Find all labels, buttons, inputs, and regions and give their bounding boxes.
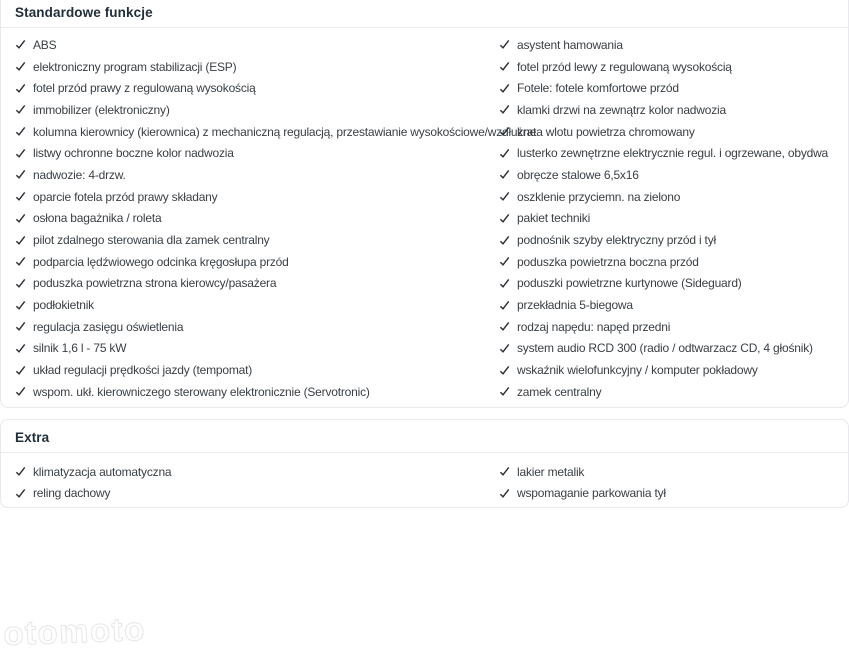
check-icon — [499, 235, 510, 246]
feature-item — [15, 338, 499, 360]
check-icon — [499, 213, 510, 224]
check-icon — [15, 148, 26, 159]
feature-label: klamki drzwi na zewnątrz kolor nadwozia — [517, 102, 726, 117]
feature-item — [499, 56, 848, 78]
feature-label: krata wlotu powietrza chromowany — [517, 124, 695, 139]
feature-label: układ regulacji prędkości jazdy (tempomat) — [33, 363, 253, 378]
check-icon — [15, 169, 26, 180]
check-icon — [499, 488, 510, 499]
feature-item — [15, 461, 499, 483]
feature-label: Fotele: fotele komfortowe przód — [517, 81, 679, 96]
check-icon — [499, 343, 510, 354]
feature-item — [15, 251, 499, 273]
feature-item — [499, 482, 848, 504]
feature-item — [499, 142, 848, 164]
feature-item — [499, 338, 848, 360]
feature-label: nadwozie: 4-drzw. — [33, 167, 126, 182]
feature-label: ABS — [33, 37, 57, 52]
feature-item — [15, 121, 537, 143]
feature-list-left — [15, 461, 499, 504]
check-icon — [15, 61, 26, 72]
check-icon — [499, 321, 510, 332]
feature-label: fotel przód prawy z regulowaną wysokością — [33, 81, 256, 96]
feature-label: listwy ochronne boczne kolor nadwozia — [33, 146, 234, 161]
feature-item — [15, 229, 499, 251]
feature-label: lakier metalik — [517, 464, 585, 479]
feature-item — [499, 461, 848, 483]
check-icon — [499, 300, 510, 311]
feature-label: zamek centralny — [517, 384, 602, 399]
check-icon — [15, 386, 26, 397]
section-title: Standardowe funkcje — [15, 5, 153, 20]
feature-label: osłona bagażnika / roleta — [33, 211, 162, 226]
feature-label: oszklenie przyciemn. na zielono — [517, 189, 681, 204]
feature-label: regulacja zasięgu oświetlenia — [33, 319, 184, 334]
feature-item — [499, 99, 848, 121]
feature-item — [15, 316, 499, 338]
feature-label: rodzaj napędu: napęd przedni — [517, 319, 671, 334]
check-icon — [499, 39, 510, 50]
feature-label: reling dachowy — [33, 486, 111, 501]
feature-item — [15, 208, 499, 230]
feature-label: obręcze stalowe 6,5x16 — [517, 167, 639, 182]
feature-item — [499, 186, 848, 208]
watermark: otomoto — [2, 610, 147, 653]
check-icon — [15, 488, 26, 499]
feature-item — [499, 164, 848, 186]
check-icon — [15, 466, 26, 477]
feature-item — [499, 316, 848, 338]
feature-item — [15, 34, 499, 56]
feature-item — [15, 482, 499, 504]
check-icon — [15, 83, 26, 94]
check-icon — [15, 256, 26, 267]
check-icon — [499, 61, 510, 72]
feature-label: fotel przód lewy z regulowaną wysokością — [517, 59, 732, 74]
feature-label: podnośnik szyby elektryczny przód i tył — [517, 233, 716, 248]
feature-label: wskaźnik wielofunkcyjny / komputer pokładowy — [517, 363, 758, 378]
check-icon — [15, 126, 26, 137]
feature-label: pilot zdalnego sterowania dla zamek centralny — [33, 233, 270, 248]
check-icon — [15, 191, 26, 202]
feature-item — [499, 208, 848, 230]
check-icon — [15, 39, 26, 50]
feature-label: podłokietnik — [33, 298, 94, 313]
check-icon — [15, 235, 26, 246]
check-icon — [499, 256, 510, 267]
check-icon — [15, 365, 26, 376]
feature-item — [499, 251, 848, 273]
feature-label: oparcie fotela przód prawy składany — [33, 189, 218, 204]
check-icon — [499, 191, 510, 202]
check-icon — [499, 278, 510, 289]
feature-item — [15, 186, 499, 208]
check-icon — [499, 466, 510, 477]
feature-columns — [1, 453, 848, 507]
feature-item — [15, 99, 499, 121]
section-title: Extra — [15, 429, 50, 445]
feature-item — [15, 294, 499, 316]
feature-label: przekładnia 5-biegowa — [517, 298, 633, 313]
feature-item — [15, 142, 499, 164]
feature-label: kolumna kierownicy (kierownica) z mechaniczną regulacją, przestawianie wysokościowe/wzdłużne — [33, 124, 537, 139]
check-icon — [499, 365, 510, 376]
feature-label: lusterko zewnętrzne elektrycznie regul. i ogrzewane, obydwa — [517, 146, 829, 161]
check-icon — [15, 278, 26, 289]
feature-item — [499, 34, 848, 56]
check-icon — [499, 83, 510, 94]
feature-item — [499, 229, 848, 251]
feature-item — [15, 77, 499, 99]
feature-item — [499, 359, 848, 381]
section-extra — [0, 419, 849, 508]
feature-list-right — [499, 461, 848, 504]
feature-item — [15, 164, 499, 186]
check-icon — [499, 104, 510, 115]
feature-label: elektroniczny program stabilizacji (ESP) — [33, 59, 237, 74]
check-icon — [15, 300, 26, 311]
feature-item — [15, 381, 499, 403]
check-icon — [499, 386, 510, 397]
feature-list-right — [499, 34, 848, 403]
feature-label: pakiet techniki — [517, 211, 591, 226]
feature-item — [15, 56, 499, 78]
feature-label: immobilizer (elektroniczny) — [33, 102, 170, 117]
feature-label: wspomaganie parkowania tył — [517, 486, 666, 501]
feature-label: poduszka powietrzna boczna przód — [517, 254, 699, 269]
feature-label: poduszki powietrzne kurtynowe (Sideguard) — [517, 276, 742, 291]
feature-label: wspom. ukł. kierowniczego sterowany elektronicznie (Servotronic) — [33, 384, 370, 399]
feature-label: podparcia lędźwiowego odcinka kręgosłupa przód — [33, 254, 289, 269]
check-icon — [15, 213, 26, 224]
check-icon — [499, 148, 510, 159]
feature-label: poduszka powietrzna strona kierowcy/pasażera — [33, 276, 277, 291]
check-icon — [15, 104, 26, 115]
check-icon — [15, 321, 26, 332]
check-icon — [499, 126, 510, 137]
feature-item — [499, 294, 848, 316]
feature-item — [15, 273, 499, 295]
feature-item — [499, 77, 848, 99]
check-icon — [15, 343, 26, 354]
feature-label: klimatyzacja automatyczna — [33, 464, 172, 479]
feature-label: system audio RCD 300 (radio / odtwarzacz CD, 4 głośnik) — [517, 341, 813, 356]
feature-item — [499, 381, 848, 403]
feature-item — [499, 121, 848, 143]
feature-list-left — [15, 34, 537, 403]
feature-columns — [1, 28, 848, 407]
feature-item — [15, 359, 499, 381]
feature-item — [499, 273, 848, 295]
check-icon — [499, 169, 510, 180]
feature-label: silnik 1,6 l - 75 kW — [33, 341, 127, 356]
feature-label: asystent hamowania — [517, 37, 623, 52]
